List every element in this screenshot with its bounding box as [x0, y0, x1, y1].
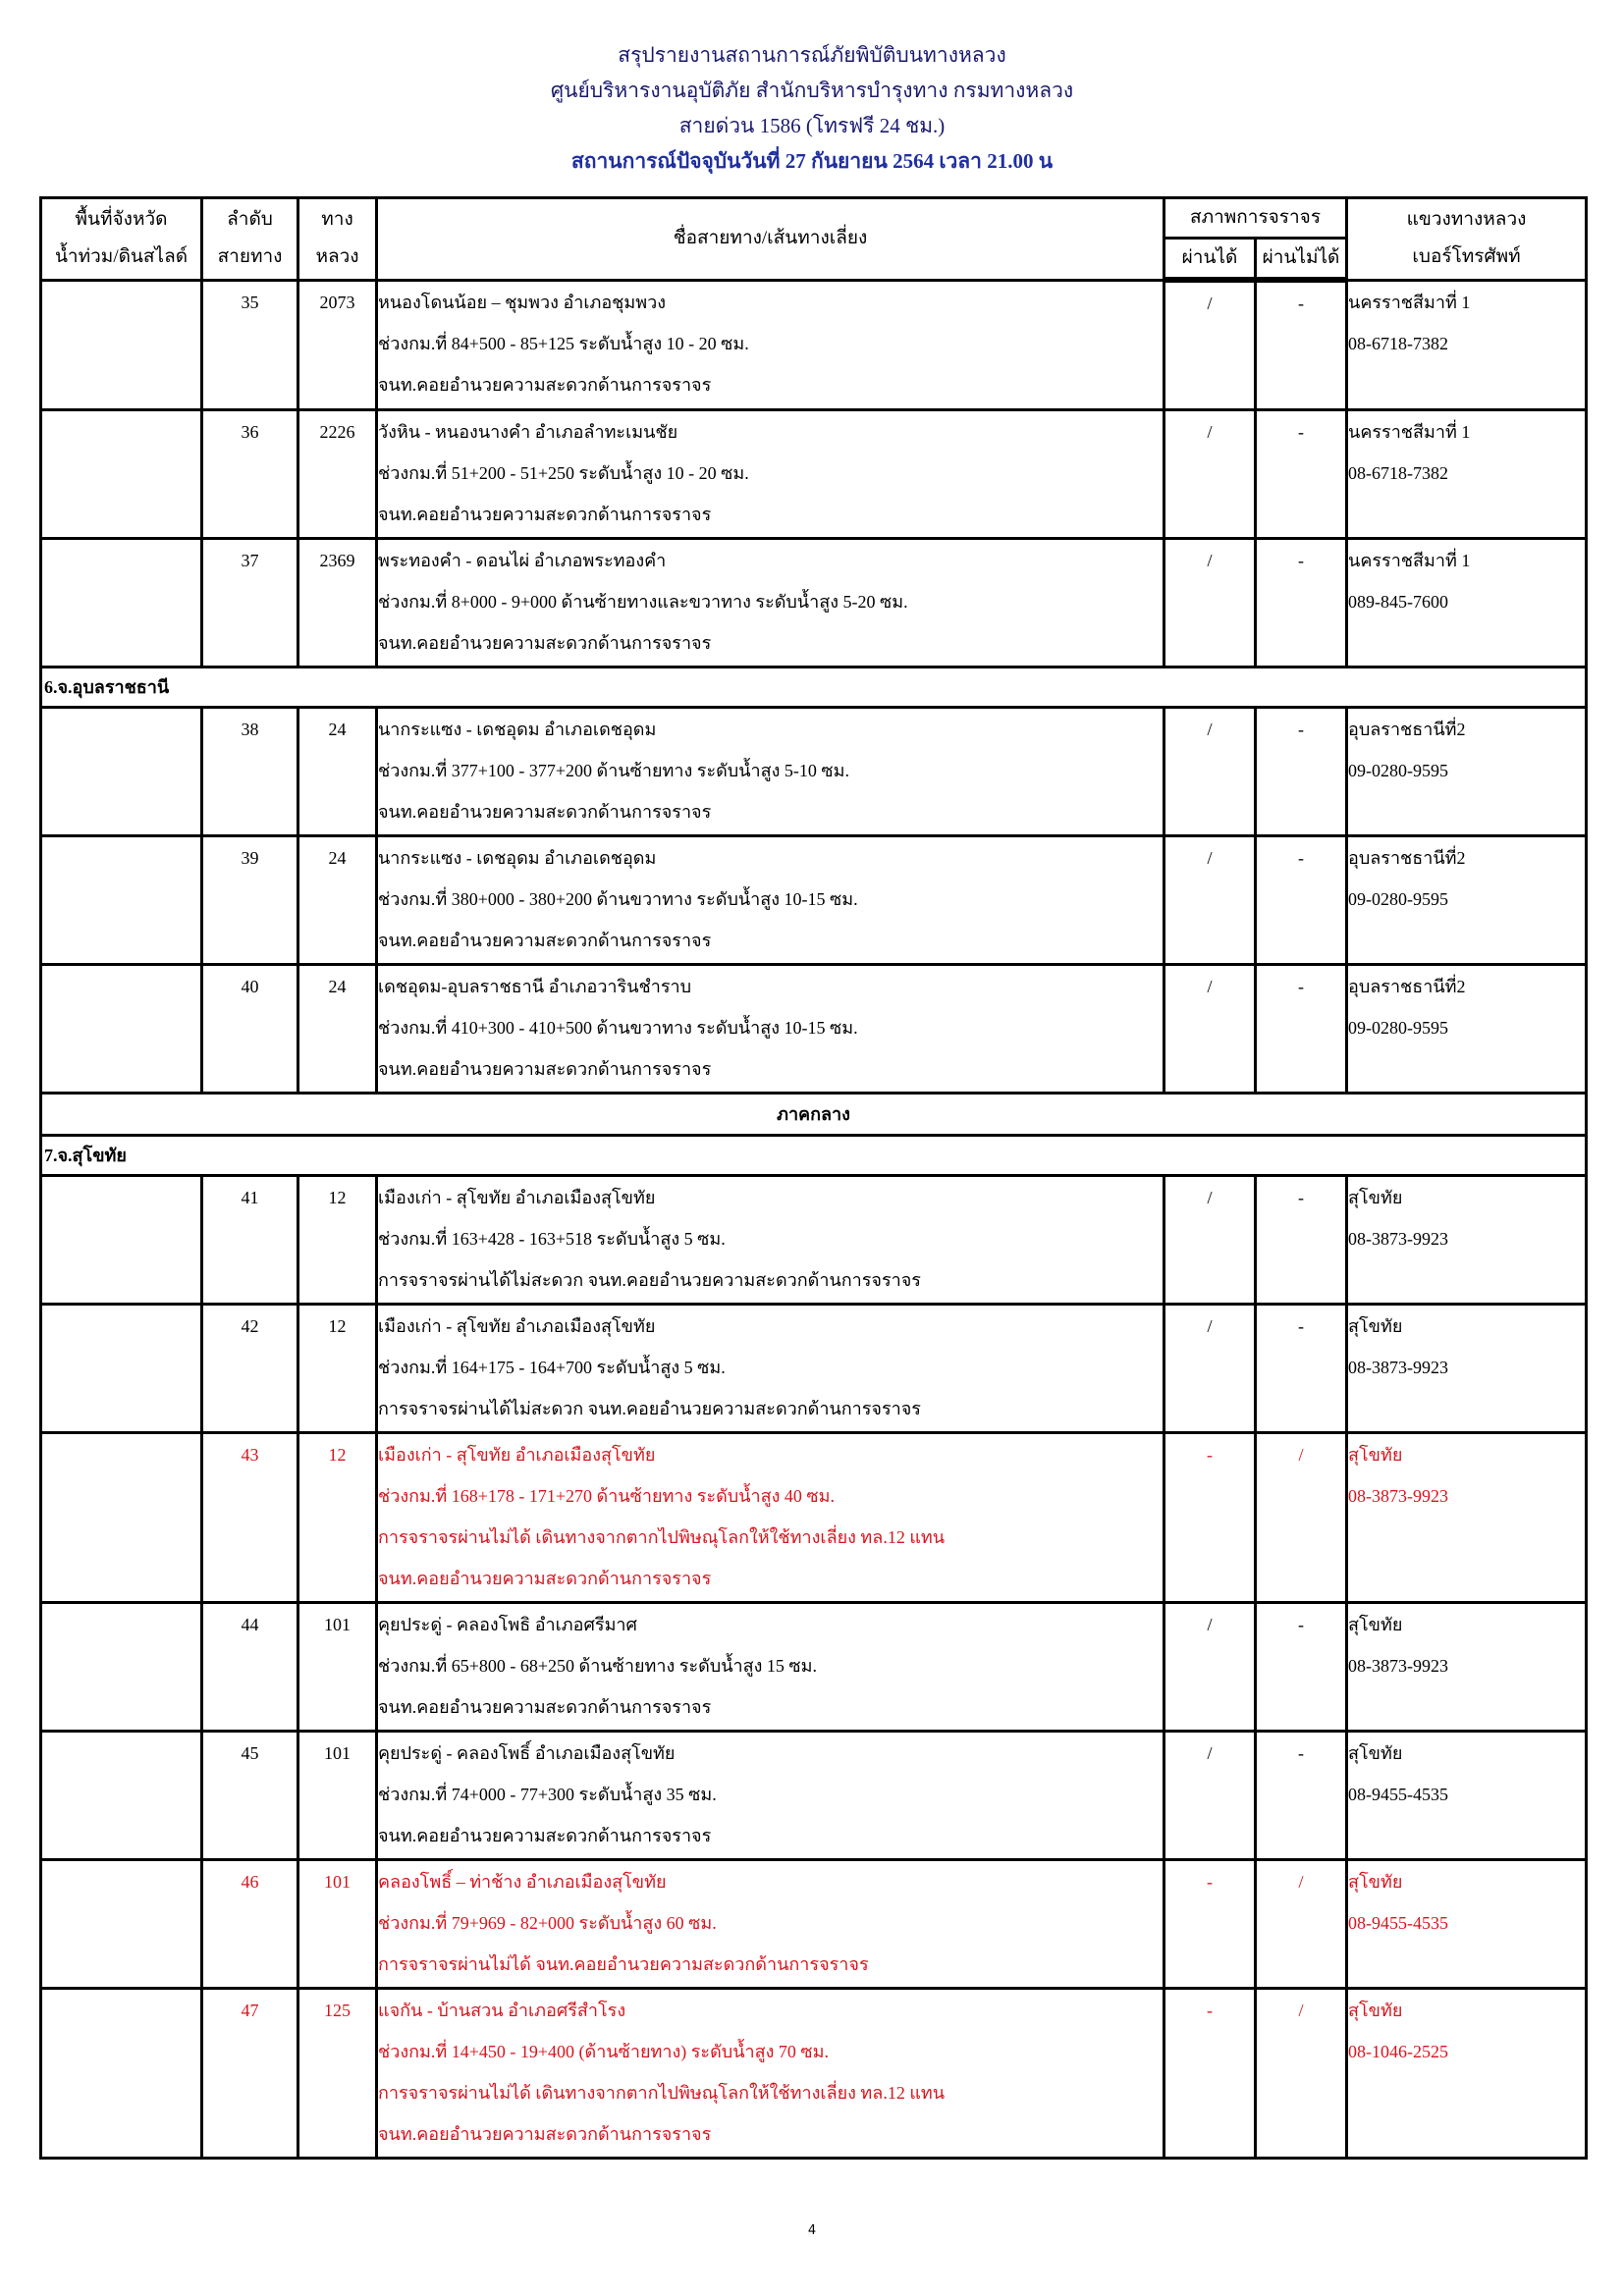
route-detail-line: จนท.คอยอำนวยความสะดวกด้านการจราจร — [378, 1697, 712, 1717]
seq-number: 38 — [241, 720, 259, 739]
passable-cell — [1164, 1860, 1256, 1989]
office-cell — [1347, 836, 1587, 965]
table-row — [41, 410, 1587, 539]
office-cell — [1347, 280, 1587, 410]
area-cell — [41, 1176, 202, 1305]
passable-mark: / — [1207, 1743, 1213, 1763]
seq-number: 35 — [241, 292, 259, 312]
region-label: ภาคกลาง — [41, 1094, 1587, 1136]
route-detail-line: ช่วงกม.ที่ 377+100 - 377+200 ด้านซ้ายทาง ระดับน้ำสูง 5-10 ซม. — [378, 761, 849, 780]
table-row — [41, 1176, 1587, 1305]
office-cell — [1347, 539, 1587, 667]
route-detail-line: คุยประดู่ - คลองโพธิ์ อำเภอเมืองสุโขทัย — [378, 1743, 676, 1763]
route-cell — [377, 1989, 1164, 2159]
seq-cell — [202, 1603, 298, 1732]
header-passable: ผ่านได้ — [1164, 239, 1256, 281]
header-highway — [298, 198, 377, 281]
seq-cell — [202, 539, 298, 667]
impassable-mark: - — [1298, 1316, 1304, 1336]
seq-number: 36 — [241, 422, 259, 442]
impassable-cell — [1256, 539, 1347, 667]
impassable-mark: - — [1298, 977, 1304, 996]
header-office-line1: แขวงทางหลวง — [1406, 209, 1527, 231]
passable-cell — [1164, 1603, 1256, 1732]
seq-number: 37 — [241, 551, 259, 570]
header-area-line2: น้ำท่วม/ดินสไลด์ — [54, 246, 189, 268]
highway-number: 2226 — [319, 422, 355, 442]
seq-cell — [202, 1176, 298, 1305]
impassable-cell — [1256, 1305, 1347, 1433]
highway-cell — [298, 1989, 377, 2159]
route-detail-line: จนท.คอยอำนวยความสะดวกด้านการจราจร — [378, 1059, 712, 1079]
route-detail-line: ช่วงกม.ที่ 84+500 - 85+125 ระดับน้ำสูง 10 - 20 ซม. — [378, 333, 749, 353]
seq-cell — [202, 1860, 298, 1989]
highway-number: 12 — [328, 1445, 347, 1465]
impassable-mark: / — [1298, 2001, 1304, 2020]
office-cell — [1347, 410, 1587, 539]
seq-number: 45 — [241, 1743, 259, 1763]
impassable-cell — [1256, 1732, 1347, 1860]
province-label: 6.จ.อุบลราชธานี — [41, 667, 1587, 708]
route-detail-line: วังหิน - หนองนางคำ อำเภอลำทะเมนชัย — [378, 422, 678, 442]
table-row — [41, 965, 1587, 1094]
province-label: 7.จ.สุโขทัย — [41, 1136, 1587, 1176]
impassable-mark: - — [1298, 1188, 1304, 1207]
page-number: 4 — [807, 2223, 817, 2238]
route-detail-line: ช่วงกม.ที่ 74+000 - 77+300 ระดับน้ำสูง 35 ซม. — [378, 1785, 717, 1804]
passable-cell — [1164, 280, 1256, 410]
table-row — [41, 1433, 1587, 1603]
seq-cell — [202, 708, 298, 836]
highway-number: 12 — [328, 1188, 347, 1207]
passable-mark: - — [1207, 1872, 1213, 1892]
impassable-cell — [1256, 410, 1347, 539]
route-cell — [377, 280, 1164, 410]
passable-mark: / — [1207, 1615, 1213, 1634]
passable-cell — [1164, 410, 1256, 539]
area-cell — [41, 1433, 202, 1603]
route-detail-line: คลองโพธิ์ – ท่าช้าง อำเภอเมืองสุโขทัย — [378, 1872, 667, 1892]
seq-cell — [202, 1732, 298, 1860]
highway-cell — [298, 1860, 377, 1989]
highway-cell — [298, 836, 377, 965]
route-detail-line: จนท.คอยอำนวยความสะดวกด้านการจราจร — [378, 802, 712, 822]
passable-mark: / — [1207, 422, 1213, 442]
route-detail-line: เมืองเก่า - สุโขทัย อำเภอเมืองสุโขทัย — [378, 1445, 656, 1465]
table-row — [41, 1989, 1587, 2159]
route-detail-line: คุยประดู่ - คลองโพธิ อำเภอศรีมาศ — [378, 1615, 637, 1634]
passable-mark: / — [1207, 1188, 1213, 1207]
table-body — [41, 280, 1587, 2159]
impassable-mark: / — [1298, 1872, 1304, 1892]
office-phone: 089-845-7600 — [1348, 592, 1449, 612]
highway-number: 12 — [328, 1316, 347, 1336]
highway-cell — [298, 1433, 377, 1603]
seq-cell — [202, 965, 298, 1094]
impassable-mark: - — [1298, 1743, 1304, 1763]
passable-cell — [1164, 539, 1256, 667]
office-cell — [1347, 1305, 1587, 1433]
office-name: สุโขทัย — [1348, 1316, 1403, 1336]
impassable-cell — [1256, 708, 1347, 836]
office-name: สุโขทัย — [1348, 1615, 1403, 1634]
highway-cell — [298, 539, 377, 667]
route-detail-line: จนท.คอยอำนวยความสะดวกด้านการจราจร — [378, 1826, 712, 1845]
seq-number: 44 — [241, 1615, 259, 1634]
office-phone: 08-9455-4535 — [1348, 1785, 1449, 1804]
route-detail-line: ช่วงกม.ที่ 163+428 - 163+518 ระดับน้ำสูง 5 ซม. — [378, 1229, 726, 1249]
seq-number: 47 — [241, 2001, 259, 2020]
office-phone: 08-3873-9923 — [1348, 1486, 1449, 1506]
office-name: สุโขทัย — [1348, 1743, 1403, 1763]
report-hotline: สายด่วน 1586 (โทรฟรี 24 ชม.) — [678, 114, 946, 137]
seq-number: 42 — [241, 1316, 259, 1336]
highway-cell — [298, 410, 377, 539]
office-phone: 08-6718-7382 — [1348, 463, 1449, 483]
route-detail-line: การจราจรผ่านได้ไม่สะดวก จนท.คอยอำนวยความสะดวกด้านการจราจร — [378, 1270, 921, 1290]
area-cell — [41, 1732, 202, 1860]
office-name: นครราชสีมาที่ 1 — [1348, 551, 1471, 570]
highway-cell — [298, 280, 377, 410]
passable-cell — [1164, 708, 1256, 836]
office-phone: 08-3873-9923 — [1348, 1358, 1449, 1377]
office-phone: 09-0280-9595 — [1348, 889, 1449, 909]
office-phone: 08-3873-9923 — [1348, 1229, 1449, 1249]
table-row — [41, 708, 1587, 836]
route-detail-line: จนท.คอยอำนวยความสะดวกด้านการจราจร — [378, 374, 712, 395]
impassable-cell — [1256, 1433, 1347, 1603]
seq-cell — [202, 410, 298, 539]
report-header — [0, 37, 1624, 179]
route-detail-line: ช่วงกม.ที่ 14+450 - 19+400 (ด้านซ้ายทาง) ระดับน้ำสูง 70 ซม. — [378, 2042, 829, 2061]
route-detail-line: จนท.คอยอำนวยความสะดวกด้านการจราจร — [378, 505, 712, 524]
office-phone: 09-0280-9595 — [1348, 761, 1449, 780]
impassable-mark: - — [1298, 551, 1304, 570]
region-row — [41, 1094, 1587, 1136]
area-cell — [41, 1305, 202, 1433]
seq-cell — [202, 280, 298, 410]
office-cell — [1347, 1732, 1587, 1860]
impassable-mark: - — [1298, 294, 1304, 313]
highway-cell — [298, 1176, 377, 1305]
route-detail-line: ช่วงกม.ที่ 79+969 - 82+000 ระดับน้ำสูง 60 ซม. — [378, 1913, 717, 1933]
highway-cell — [298, 1732, 377, 1860]
impassable-mark: - — [1298, 848, 1304, 868]
route-cell — [377, 1305, 1164, 1433]
header-seq-line1: ลำดับ — [227, 209, 273, 231]
impassable-mark: - — [1298, 1615, 1304, 1634]
highway-cell — [298, 1603, 377, 1732]
passable-mark: - — [1207, 1445, 1213, 1465]
highway-cell — [298, 1305, 377, 1433]
route-detail-line: ช่วงกม.ที่ 8+000 - 9+000 ด้านซ้ายทางและขวาทาง ระดับน้ำสูง 5-20 ซม. — [378, 592, 908, 612]
route-cell — [377, 965, 1164, 1094]
office-phone: 08-1046-2525 — [1348, 2042, 1449, 2061]
office-name: นครราชสีมาที่ 1 — [1348, 292, 1471, 312]
header-seq — [202, 198, 298, 281]
route-cell — [377, 836, 1164, 965]
office-cell — [1347, 1603, 1587, 1732]
route-detail-line: นากระแซง - เดชอุดม อำเภอเดชอุดม — [378, 720, 657, 739]
table-row — [41, 539, 1587, 667]
seq-number: 46 — [241, 1872, 259, 1892]
highway-number: 24 — [328, 848, 347, 868]
area-cell — [41, 280, 202, 410]
impassable-cell — [1256, 1176, 1347, 1305]
header-office-line2: เบอร์โทรศัพท์ — [1412, 246, 1521, 268]
route-cell — [377, 1860, 1164, 1989]
seq-number: 43 — [241, 1445, 259, 1465]
route-cell — [377, 539, 1164, 667]
header-highway-line1: ทาง — [321, 209, 353, 231]
passable-mark: / — [1207, 977, 1213, 996]
route-detail-line: จนท.คอยอำนวยความสะดวกด้านการจราจร — [378, 633, 712, 653]
highway-number: 2369 — [319, 551, 355, 570]
header-highway-line2: หลวง — [315, 246, 359, 268]
route-detail-line: เดชอุดม-อุบลราชธานี อำเภอวารินชำราบ — [378, 977, 692, 996]
impassable-cell — [1256, 1603, 1347, 1732]
route-detail-line: เมืองเก่า - สุโขทัย อำเภอเมืองสุโขทัย — [378, 1316, 656, 1336]
seq-cell — [202, 1305, 298, 1433]
header-traffic: สภาพการจราจร — [1164, 198, 1347, 239]
table-row — [41, 836, 1587, 965]
passable-mark: / — [1207, 294, 1213, 313]
impassable-cell — [1256, 1860, 1347, 1989]
route-detail-line: การจราจรผ่านไม่ได้ เดินทางจากตากไปพิษณุโลกให้ใช้ทางเลี่ยง ทล.12 แทน — [378, 1527, 946, 1547]
route-detail-line: การจราจรผ่านไม่ได้ จนท.คอยอำนวยความสะดวกด้านการจราจร — [378, 1954, 869, 1974]
area-cell — [41, 965, 202, 1094]
seq-cell — [202, 1989, 298, 2159]
passable-mark: - — [1207, 2001, 1213, 2020]
route-cell — [377, 1176, 1164, 1305]
highway-number: 24 — [328, 720, 347, 739]
area-cell — [41, 539, 202, 667]
office-name: นครราชสีมาที่ 1 — [1348, 422, 1471, 442]
office-phone: 08-9455-4535 — [1348, 1913, 1449, 1933]
route-detail-line: การจราจรผ่านได้ไม่สะดวก จนท.คอยอำนวยความสะดวกด้านการจราจร — [378, 1399, 921, 1418]
header-route: ชื่อสายทาง/เส้นทางเลี่ยง — [377, 198, 1164, 281]
highway-cell — [298, 965, 377, 1094]
office-cell — [1347, 965, 1587, 1094]
route-cell — [377, 708, 1164, 836]
route-detail-line: จนท.คอยอำนวยความสะดวกด้านการจราจร — [378, 1569, 712, 1588]
route-detail-line: เมืองเก่า - สุโขทัย อำเภอเมืองสุโขทัย — [378, 1188, 656, 1207]
seq-number: 39 — [241, 848, 259, 868]
highway-number: 101 — [324, 1872, 351, 1892]
highway-number: 24 — [328, 977, 347, 996]
province-section-row — [41, 667, 1587, 708]
impassable-mark: / — [1298, 1445, 1304, 1465]
seq-number: 41 — [241, 1188, 259, 1207]
office-phone: 08-6718-7382 — [1348, 333, 1449, 353]
passable-cell — [1164, 1732, 1256, 1860]
seq-cell — [202, 836, 298, 965]
passable-cell — [1164, 1305, 1256, 1433]
office-phone: 09-0280-9595 — [1348, 1018, 1449, 1038]
report-department: ศูนย์บริหารงานอุบัติภัย สำนักบริหารบำรุงทาง กรมทางหลวง — [550, 79, 1074, 102]
route-detail-line: นากระแซง - เดชอุดม อำเภอเดชอุดม — [378, 848, 657, 868]
table-row — [41, 1305, 1587, 1433]
passable-cell — [1164, 1433, 1256, 1603]
table-row — [41, 1732, 1587, 1860]
impassable-mark: - — [1298, 422, 1304, 442]
passable-mark: / — [1207, 551, 1213, 570]
route-detail-line: ช่วงกม.ที่ 164+175 - 164+700 ระดับน้ำสูง 5 ซม. — [378, 1358, 726, 1377]
route-detail-line: ช่วงกม.ที่ 51+200 - 51+250 ระดับน้ำสูง 10 - 20 ซม. — [378, 463, 749, 483]
header-area — [41, 198, 202, 281]
office-name: อุบลราชธานีที่2 — [1348, 720, 1466, 739]
report-title: สรุปรายงานสถานการณ์ภัยพิบัติบนทางหลวง — [618, 43, 1006, 67]
route-detail-line: ช่วงกม.ที่ 380+000 - 380+200 ด้านขวาทาง ระดับน้ำสูง 10-15 ซม. — [378, 889, 858, 909]
office-cell — [1347, 1176, 1587, 1305]
area-cell — [41, 410, 202, 539]
header-office — [1347, 198, 1587, 281]
header-area-line1: พื้นที่จังหวัด — [75, 209, 168, 231]
area-cell — [41, 1603, 202, 1732]
table-row — [41, 1860, 1587, 1989]
passable-cell — [1164, 1176, 1256, 1305]
office-cell — [1347, 1860, 1587, 1989]
impassable-cell — [1256, 836, 1347, 965]
office-name: สุโขทัย — [1348, 1445, 1403, 1465]
impassable-mark: - — [1298, 720, 1304, 739]
office-name: อุบลราชธานีที่2 — [1348, 977, 1466, 996]
highway-number: 2073 — [319, 292, 355, 312]
office-name: อุบลราชธานีที่2 — [1348, 848, 1466, 868]
area-cell — [41, 708, 202, 836]
highway-number: 125 — [324, 2001, 351, 2020]
office-phone: 08-3873-9923 — [1348, 1656, 1449, 1676]
office-cell — [1347, 1989, 1587, 2159]
highway-cell — [298, 708, 377, 836]
header-seq-line2: สายทาง — [217, 246, 283, 268]
route-detail-line: การจราจรผ่านไม่ได้ เดินทางจากตากไปพิษณุโลกให้ใช้ทางเลี่ยง ทล.12 แทน — [378, 2083, 946, 2103]
office-name: สุโขทัย — [1348, 1872, 1403, 1892]
table-row — [41, 280, 1587, 410]
passable-cell — [1164, 965, 1256, 1094]
header-impassable: ผ่านไม่ได้ — [1256, 239, 1347, 281]
passable-mark: / — [1207, 1316, 1213, 1336]
passable-mark: / — [1207, 720, 1213, 739]
disaster-report-table — [39, 196, 1588, 2160]
office-cell — [1347, 1433, 1587, 1603]
route-cell — [377, 1433, 1164, 1603]
highway-number: 101 — [324, 1615, 351, 1634]
office-cell — [1347, 708, 1587, 836]
route-cell — [377, 1732, 1164, 1860]
office-name: สุโขทัย — [1348, 1188, 1403, 1207]
route-cell — [377, 410, 1164, 539]
office-name: สุโขทัย — [1348, 2001, 1403, 2020]
highway-number: 101 — [324, 1743, 351, 1763]
route-detail-line: ช่วงกม.ที่ 168+178 - 171+270 ด้านซ้ายทาง ระดับน้ำสูง 40 ซม. — [378, 1486, 835, 1506]
route-detail-line: ช่วงกม.ที่ 65+800 - 68+250 ด้านซ้ายทาง ระดับน้ำสูง 15 ซม. — [378, 1656, 817, 1676]
province-section-row — [41, 1136, 1587, 1176]
seq-cell — [202, 1433, 298, 1603]
passable-cell — [1164, 836, 1256, 965]
route-cell — [377, 1603, 1164, 1732]
route-detail-line: หนองโดนน้อย – ชุมพวง อำเภอชุมพวง — [378, 292, 667, 312]
area-cell — [41, 1860, 202, 1989]
passable-mark: / — [1207, 848, 1213, 868]
area-cell — [41, 836, 202, 965]
passable-cell — [1164, 1989, 1256, 2159]
route-detail-line: จนท.คอยอำนวยความสะดวกด้านการจราจร — [378, 931, 712, 950]
report-date: สถานการณ์ปัจจุบันวันที่ 27 กันยายน 2564 เวลา 21.00 น — [570, 149, 1054, 173]
area-cell — [41, 1989, 202, 2159]
route-detail-line: แจกัน - บ้านสวน อำเภอศรีสำโรง — [378, 2001, 626, 2020]
impassable-cell — [1256, 965, 1347, 1094]
route-detail-line: พระทองคำ - ดอนไผ่ อำเภอพระทองคำ — [378, 551, 667, 570]
route-detail-line: ช่วงกม.ที่ 410+300 - 410+500 ด้านขวาทาง ระดับน้ำสูง 10-15 ซม. — [378, 1018, 858, 1038]
seq-number: 40 — [241, 977, 259, 996]
impassable-cell — [1256, 1989, 1347, 2159]
impassable-cell — [1256, 280, 1347, 410]
table-row — [41, 1603, 1587, 1732]
route-detail-line: จนท.คอยอำนวยความสะดวกด้านการจราจร — [378, 2124, 712, 2144]
